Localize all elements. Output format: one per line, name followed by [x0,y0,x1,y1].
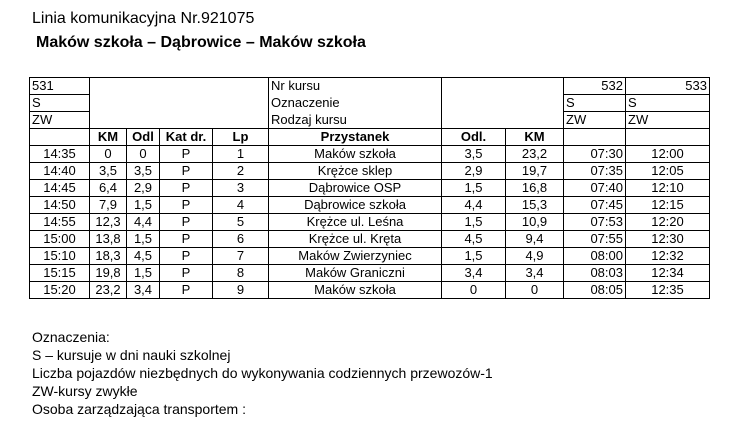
km-return-cell: 3,4 [506,265,564,282]
departure-time-533: 12:15 [626,197,710,214]
col-header-odl-return: Odl. [442,129,506,146]
distance-return-cell: 4,4 [442,197,506,214]
note-line: Liczba pojazdów niezbędnych do wykonywania codziennych przewozów-1 [32,365,493,381]
stop-number-cell: 8 [213,265,269,282]
distance-cell: 1,5 [127,231,160,248]
table-row [30,214,710,231]
col-header-odl: Odl [127,129,160,146]
table-row [30,231,710,248]
course-533-number: 533 [626,78,710,95]
departure-time-532: 08:00 [564,248,626,265]
departure-time-532: 07:30 [564,146,626,163]
blank-cell [442,95,564,112]
course-number-row [30,78,710,95]
line-title: Linia komunikacyjna Nr.921075 [32,10,255,27]
course-531-type: ZW [30,112,90,129]
blank-cell [564,129,626,146]
course-533-designation: S [626,95,710,112]
stop-number-cell: 9 [213,282,269,299]
table-row [30,265,710,282]
departure-time-533: 12:32 [626,248,710,265]
road-category-cell: P [160,231,213,248]
stop-name-cell: Dąbrowice OSP [269,180,442,197]
distance-return-cell: 1,5 [442,180,506,197]
note-line: Osoba zarządzająca transportem : [32,401,246,417]
distance-return-cell: 2,9 [442,163,506,180]
distance-cell: 3,4 [127,282,160,299]
road-category-cell: P [160,146,213,163]
km-cell: 7,9 [90,197,127,214]
blank-cell [30,129,90,146]
table-row [30,248,710,265]
departure-time-531: 15:15 [30,265,90,282]
distance-return-cell: 3,5 [442,146,506,163]
departure-time-533: 12:05 [626,163,710,180]
distance-return-cell: 3,4 [442,265,506,282]
departure-time-531: 14:55 [30,214,90,231]
table-row [30,180,710,197]
distance-return-cell: 4,5 [442,231,506,248]
km-return-cell: 15,3 [506,197,564,214]
col-header-km: KM [90,129,127,146]
course-type-row [30,112,710,129]
col-header-lp: Lp [213,129,269,146]
stop-number-cell: 7 [213,248,269,265]
blank-cell [90,78,269,95]
distance-return-cell: 1,5 [442,214,506,231]
km-return-cell: 16,8 [506,180,564,197]
blank-cell [90,95,269,112]
stop-name-cell: Maków Zwierzyniec [269,248,442,265]
label-course-type: Rodzaj kursu [269,112,442,129]
departure-time-531: 15:10 [30,248,90,265]
road-category-cell: P [160,214,213,231]
course-533-type: ZW [626,112,710,129]
timetable [29,77,710,299]
stop-name-cell: Krężce sklep [269,163,442,180]
note-line: ZW-kursy zwykłe [32,383,138,399]
course-531-number: 531 [30,78,90,95]
blank-cell [90,112,269,129]
stop-number-cell: 3 [213,180,269,197]
departure-time-532: 07:55 [564,231,626,248]
km-cell: 18,3 [90,248,127,265]
timetable-rows [30,146,710,299]
km-cell: 13,8 [90,231,127,248]
km-cell: 0 [90,146,127,163]
distance-cell: 1,5 [127,197,160,214]
distance-cell: 4,5 [127,248,160,265]
stop-name-cell: Dąbrowice szkoła [269,197,442,214]
course-532-number: 532 [564,78,626,95]
blank-cell [626,129,710,146]
table-row [30,146,710,163]
distance-return-cell: 1,5 [442,248,506,265]
km-return-cell: 19,7 [506,163,564,180]
stop-name-cell: Maków szkoła [269,282,442,299]
notes [32,328,493,418]
road-category-cell: P [160,282,213,299]
departure-time-533: 12:34 [626,265,710,282]
distance-cell: 2,9 [127,180,160,197]
stop-name-cell: Krężce ul. Leśna [269,214,442,231]
stop-number-cell: 4 [213,197,269,214]
departure-time-532: 07:45 [564,197,626,214]
blank-cell [442,112,564,129]
departure-time-532: 07:53 [564,214,626,231]
stop-number-cell: 6 [213,231,269,248]
stop-name-cell: Maków Graniczni [269,265,442,282]
table-row [30,163,710,180]
note-line: S – kursuje w dni nauki szkolnej [32,347,231,363]
road-category-cell: P [160,197,213,214]
stop-name-cell: Krężce ul. Kręta [269,231,442,248]
distance-cell: 0 [127,146,160,163]
course-532-type: ZW [564,112,626,129]
road-category-cell: P [160,180,213,197]
label-course-number: Nr kursu [269,78,442,95]
table-row [30,197,710,214]
course-531-designation: S [30,95,90,112]
km-return-cell: 9,4 [506,231,564,248]
km-cell: 12,3 [90,214,127,231]
km-cell: 19,8 [90,265,127,282]
departure-time-532: 07:35 [564,163,626,180]
km-cell: 6,4 [90,180,127,197]
km-return-cell: 23,2 [506,146,564,163]
label-designation: Oznaczenie [269,95,442,112]
departure-time-532: 07:40 [564,180,626,197]
blank-cell [442,78,564,95]
stop-number-cell: 2 [213,163,269,180]
route-title: Maków szkoła – Dąbrowice – Maków szkoła [36,34,366,51]
col-header-km-return: KM [506,129,564,146]
km-return-cell: 4,9 [506,248,564,265]
departure-time-531: 15:20 [30,282,90,299]
note-line: Oznaczenia: [32,329,110,345]
stop-number-cell: 1 [213,146,269,163]
course-532-designation: S [564,95,626,112]
distance-cell: 4,4 [127,214,160,231]
departure-time-531: 14:40 [30,163,90,180]
stop-number-cell: 5 [213,214,269,231]
departure-time-531: 15:00 [30,231,90,248]
column-header-row [30,129,710,146]
departure-time-533: 12:35 [626,282,710,299]
departure-time-533: 12:00 [626,146,710,163]
col-header-kat: Kat dr. [160,129,213,146]
km-return-cell: 0 [506,282,564,299]
departure-time-532: 08:05 [564,282,626,299]
departure-time-533: 12:10 [626,180,710,197]
departure-time-533: 12:20 [626,214,710,231]
departure-time-533: 12:30 [626,231,710,248]
departure-time-532: 08:03 [564,265,626,282]
km-return-cell: 10,9 [506,214,564,231]
road-category-cell: P [160,265,213,282]
designation-row [30,95,710,112]
distance-cell: 1,5 [127,265,160,282]
km-cell: 3,5 [90,163,127,180]
distance-return-cell: 0 [442,282,506,299]
departure-time-531: 14:50 [30,197,90,214]
road-category-cell: P [160,163,213,180]
table-row [30,282,710,299]
distance-cell: 3,5 [127,163,160,180]
km-cell: 23,2 [90,282,127,299]
departure-time-531: 14:45 [30,180,90,197]
col-header-stop: Przystanek [269,129,442,146]
stop-name-cell: Maków szkoła [269,146,442,163]
road-category-cell: P [160,248,213,265]
departure-time-531: 14:35 [30,146,90,163]
